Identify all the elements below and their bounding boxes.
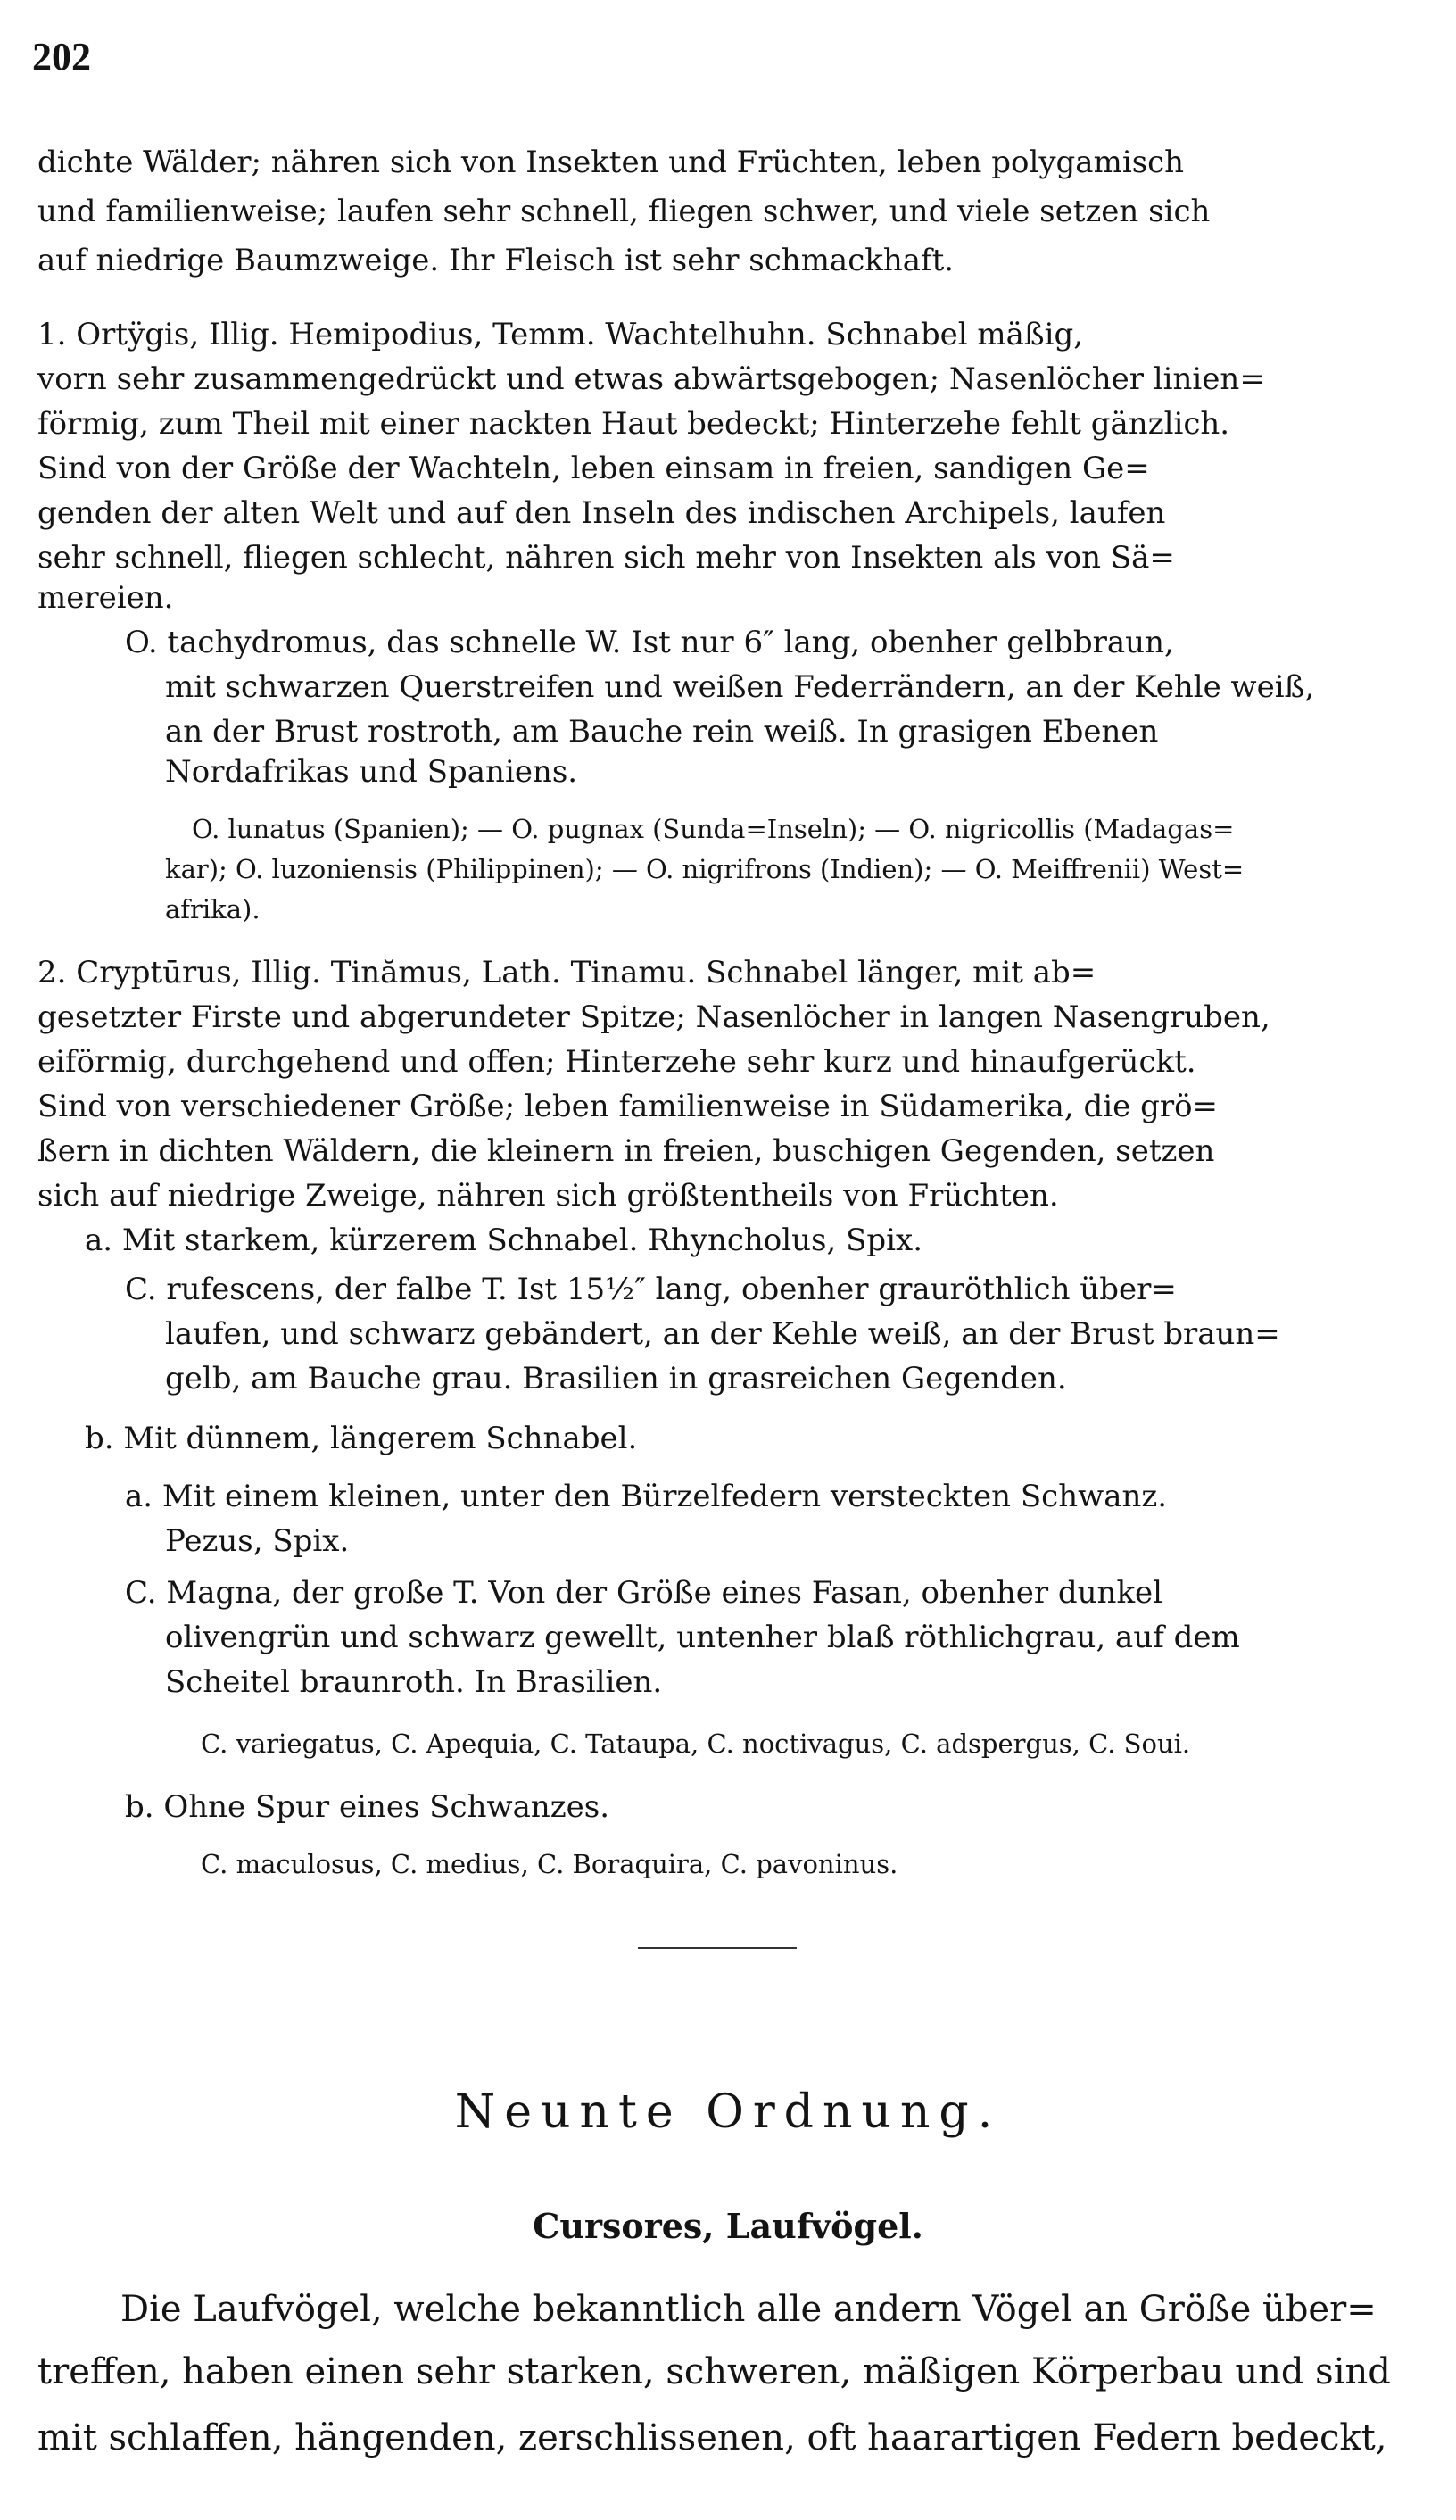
text-line: Pezus, Spix. [165,1523,350,1559]
text-line: mereien. [37,580,174,616]
species-entry: C. rufescens, der falbe T. Ist 15½″ lang, obenher grauröthlich über= [125,1272,1177,1307]
subgroup-a-tail: a. Mit einem kleinen, unter den Bürzelfedern versteckten Schwanz. [125,1479,1168,1514]
text-line: olivengrün und schwarz gewellt, untenher blaß röthlichgrau, auf dem [165,1620,1240,1655]
species-list: kar); O. luzoniensis (Philippinen); — O. nigrifrons (Indien); — O. Meiffrenii) West= [165,854,1245,884]
species-entry: O. tachydromus, das schnelle W. Ist nur 6″ lang, obenher gelbbraun, [125,625,1174,660]
page-number: 202 [32,35,91,79]
genus-entry-ortygis: 1. Ortÿgis, Illig. Hemipodius, Temm. Wachtelhuhn. Schnabel mäßig, [37,317,1084,352]
text-line: sich auf niedrige Zweige, nähren sich größtentheils von Früchten. [37,1178,1059,1214]
text-line: eiförmig, durchgehend und offen; Hinterzehe sehr kurz und hinaufgerückt. [37,1044,1196,1080]
text-line: und familienweise; laufen sehr schnell, fliegen schwer, und viele setzen sich [37,194,1211,229]
species-list: afrika). [165,894,261,924]
text-line: laufen, und schwarz gebändert, an der Kehle weiß, an der Brust braun= [165,1316,1280,1352]
text-line: dichte Wälder; nähren sich von Insekten und Früchten, leben polygamisch [37,145,1185,180]
text-line: auf niedrige Baumzweige. Ihr Fleisch ist sehr schmackhaft. [37,243,955,278]
text-line: mit schlaffen, hängenden, zerschlissenen, oft haarartigen Federn bedeckt, [37,2417,1387,2458]
species-entry: C. Magna, der große T. Von der Größe eines Fasan, obenher dunkel [125,1575,1163,1611]
subgroup-b: b. Mit dünnem, längerem Schnabel. [85,1421,638,1456]
text-line: treffen, haben einen sehr starken, schweren, mäßigen Körperbau und sind [37,2351,1391,2392]
section-divider [638,1947,797,1949]
text-line: Nordafrikas und Spaniens. [165,754,578,790]
order-heading: Neunte Ordnung. [454,2085,1002,2139]
text-line: vorn sehr zusammengedrückt und etwas abwärtsgebogen; Nasenlöcher linien= [37,361,1265,397]
text-line: genden der alten Welt und auf den Inseln des indischen Archipels, laufen [37,495,1166,531]
species-list: C. variegatus, C. Apequia, C. Tataupa, C. noctivagus, C. adspergus, C. Soui. [201,1728,1191,1759]
species-list: C. maculosus, C. medius, C. Boraquira, C. pavoninus. [201,1849,898,1879]
text-line: gelb, am Bauche grau. Brasilien in grasreichen Gegenden. [165,1361,1067,1397]
text-line: mit schwarzen Querstreifen und weißen Federrändern, an der Kehle weiß, [165,669,1315,705]
text-line: ßern in dichten Wäldern, die kleinern in freien, buschigen Gegenden, setzen [37,1133,1215,1169]
text-line: sehr schnell, fliegen schlecht, nähren sich mehr von Insekten als von Sä= [37,540,1175,576]
section-subheading: Cursores, Laufvögel. [533,2206,923,2246]
text-line: Die Laufvögel, welche bekanntlich alle andern Vögel an Größe über= [120,2289,1377,2330]
genus-entry-crypturus: 2. Cryptūrus, Illig. Tinămus, Lath. Tinamu. Schnabel länger, mit ab= [37,955,1096,991]
text-line: förmig, zum Theil mit einer nackten Haut bedeckt; Hinterzehe fehlt gänzlich. [37,406,1230,442]
subgroup-b-tail: b. Ohne Spur eines Schwanzes. [125,1789,610,1825]
species-list: O. lunatus (Spanien); — O. pugnax (Sunda=Inseln); — O. nigricollis (Madagas= [192,814,1235,844]
text-line: an der Brust rostroth, am Bauche rein weiß. In grasigen Ebenen [165,714,1159,750]
text-line: Sind von verschiedener Größe; leben familienweise in Südamerika, die grö= [37,1089,1219,1124]
text-line: Sind von der Größe der Wachteln, leben einsam in freien, sandigen Ge= [37,451,1150,486]
text-line: gesetzter Firste und abgerundeter Spitze; Nasenlöcher in langen Nasengruben, [37,999,1270,1035]
text-line: Scheitel braunroth. In Brasilien. [165,1664,663,1700]
subgroup-a: a. Mit starkem, kürzerem Schnabel. Rhyncholus, Spix. [85,1223,923,1258]
